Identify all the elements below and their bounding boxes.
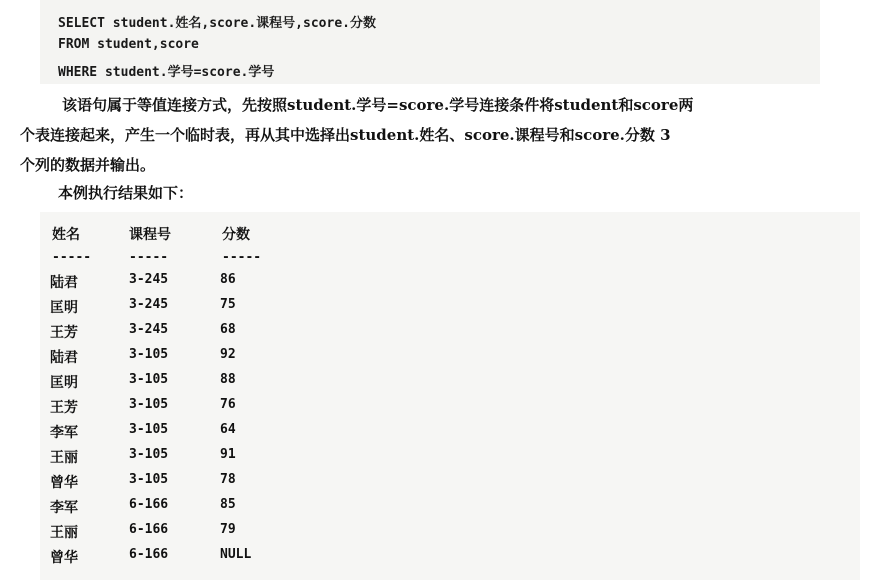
cell-score: 64 bbox=[220, 422, 236, 437]
cell-score: 88 bbox=[220, 372, 236, 387]
cell-course: 3-245 bbox=[129, 322, 169, 337]
code-line-from: FROM student,score bbox=[58, 37, 199, 52]
cell-name: 李军 bbox=[50, 500, 78, 516]
cell-score: 76 bbox=[220, 397, 236, 412]
cell-course: 3-105 bbox=[129, 422, 169, 437]
cell-name: 王丽 bbox=[50, 525, 78, 541]
cell-score: 78 bbox=[220, 472, 236, 487]
code-line-select: SELECT student.姓名,score.课程号,score.分数 bbox=[58, 16, 376, 31]
cell-name: 匡明 bbox=[50, 375, 78, 391]
cell-course: 3-105 bbox=[129, 472, 169, 487]
cell-course: 3-105 bbox=[129, 372, 169, 387]
cell-name: 曾华 bbox=[50, 550, 78, 566]
separator-name: ----- bbox=[52, 250, 92, 265]
cell-name: 曾华 bbox=[50, 475, 78, 491]
cell-name: 王丽 bbox=[50, 450, 78, 466]
cell-name: 陆君 bbox=[50, 275, 78, 291]
cell-score: 86 bbox=[220, 272, 236, 287]
paragraph-line: 该语句属于等值连接方式，先按照student.学号=score.学号连接条件将student和score两 bbox=[62, 96, 694, 114]
cell-course: 3-245 bbox=[129, 297, 169, 312]
code-line-where: WHERE student.学号=score.学号 bbox=[58, 65, 275, 80]
cell-course: 6-166 bbox=[129, 522, 169, 537]
cell-score: 85 bbox=[220, 497, 236, 512]
cell-course: 3-245 bbox=[129, 272, 169, 287]
cell-course: 6-166 bbox=[129, 497, 169, 512]
column-header-name: 姓名 bbox=[52, 227, 80, 243]
cell-name: 李军 bbox=[50, 425, 78, 441]
cell-course: 3-105 bbox=[129, 347, 169, 362]
separator-score: ----- bbox=[222, 250, 262, 265]
result-heading: 本例执行结果如下： bbox=[58, 184, 194, 202]
cell-name: 匡明 bbox=[50, 300, 78, 316]
explanation-paragraph bbox=[20, 90, 840, 180]
cell-course: 3-105 bbox=[129, 447, 169, 462]
paragraph-line: 个表连接起来，产生一个临时表，再从其中选择出student.姓名、score.课程号和score.分数 3 bbox=[20, 126, 671, 144]
cell-score: 79 bbox=[220, 522, 236, 537]
paragraph-line: 个列的数据并输出。 bbox=[20, 156, 156, 174]
cell-score: 75 bbox=[220, 297, 236, 312]
cell-course: 3-105 bbox=[129, 397, 169, 412]
column-header-course: 课程号 bbox=[129, 227, 171, 243]
cell-score: 68 bbox=[220, 322, 236, 337]
cell-name: 王芳 bbox=[50, 400, 78, 416]
cell-course: 6-166 bbox=[129, 547, 169, 562]
cell-score: 91 bbox=[220, 447, 236, 462]
cell-score: 92 bbox=[220, 347, 236, 362]
separator-course: ----- bbox=[129, 250, 169, 265]
cell-name: 王芳 bbox=[50, 325, 78, 341]
cell-name: 陆君 bbox=[50, 350, 78, 366]
column-header-score: 分数 bbox=[222, 227, 250, 243]
cell-score: NULL bbox=[220, 547, 252, 562]
